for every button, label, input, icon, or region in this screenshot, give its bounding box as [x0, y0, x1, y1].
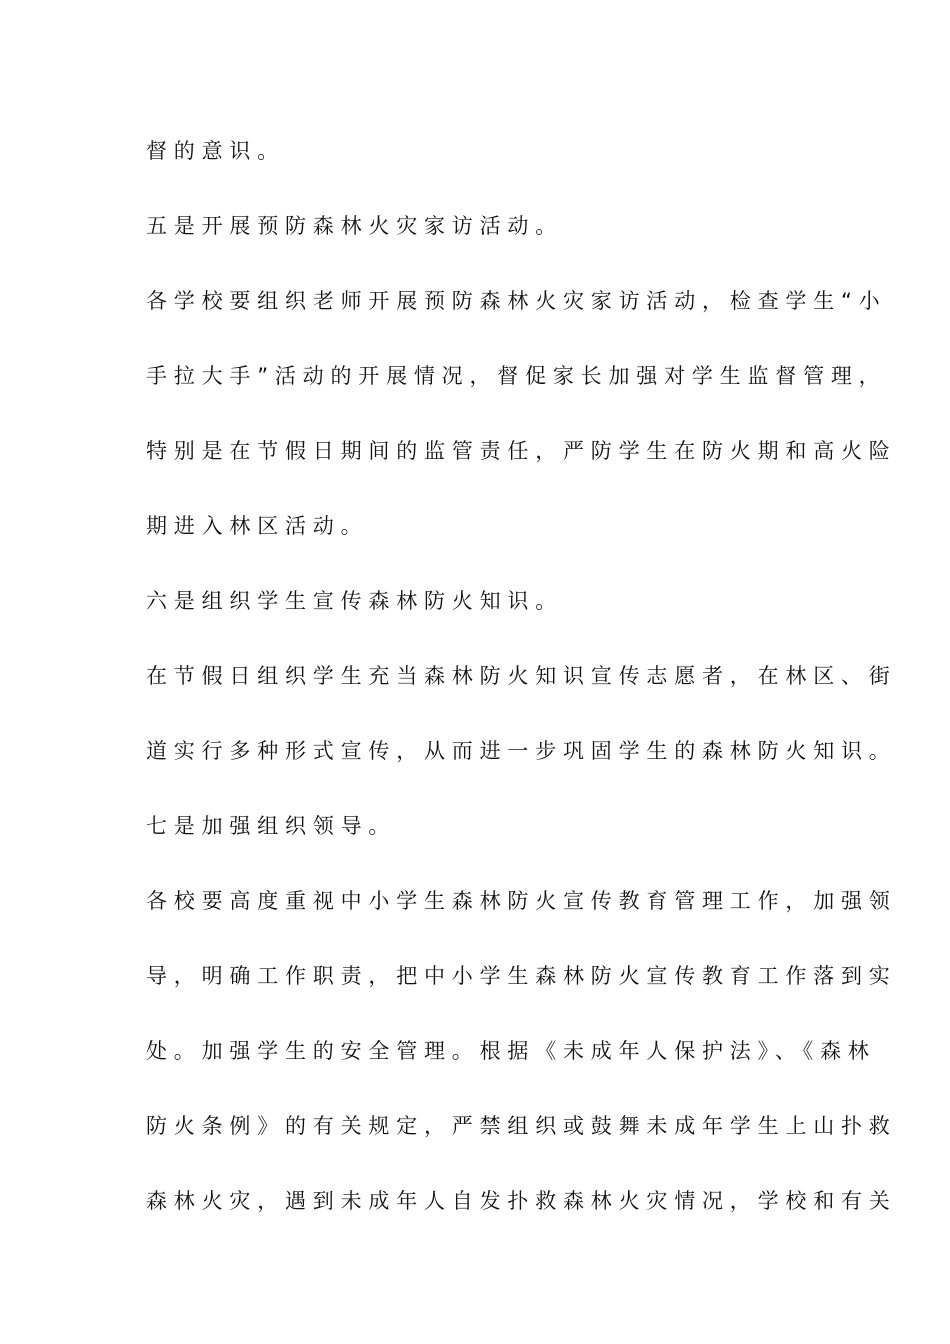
text-line: 森林火灾，遇到未成年人自发扑救森林火灾情况，学校和有关 [146, 1189, 897, 1213]
text-line: 处。加强学生的安全管理。根据《未成年人保护法》、《森林 [146, 1039, 876, 1063]
text-line: 特别是在节假日期间的监管责任，严防学生在防火期和高火险 [146, 439, 897, 463]
text-line: 导，明确工作职责，把中小学生森林防火宣传教育工作落到实 [146, 964, 897, 988]
text-line: 手拉大手”活动的开展情况，督促家长加强对学生监督管理， [146, 364, 887, 388]
text-line: 期进入林区活动。 [146, 514, 369, 538]
text-line: 各学校要组织老师开展预防森林火灾家访活动，检查学生“小 [146, 289, 887, 313]
text-line: 各校要高度重视中小学生森林防火宣传教育管理工作，加强领 [146, 889, 897, 913]
text-line: 防火条例》的有关规定，严禁组织或鼓舞未成年学生上山扑救 [146, 1114, 897, 1138]
text-line: 道实行多种形式宣传，从而进一步巩固学生的森林防火知识。 [146, 739, 897, 763]
text-line: 督的意识。 [146, 139, 285, 163]
text-line: 在节假日组织学生充当森林防火知识宣传志愿者，在林区、街 [146, 664, 897, 688]
section-heading: 六是组织学生宣传森林防火知识。 [146, 589, 563, 613]
section-heading: 五是开展预防森林火灾家访活动。 [146, 214, 563, 238]
section-heading: 七是加强组织领导。 [146, 814, 397, 838]
